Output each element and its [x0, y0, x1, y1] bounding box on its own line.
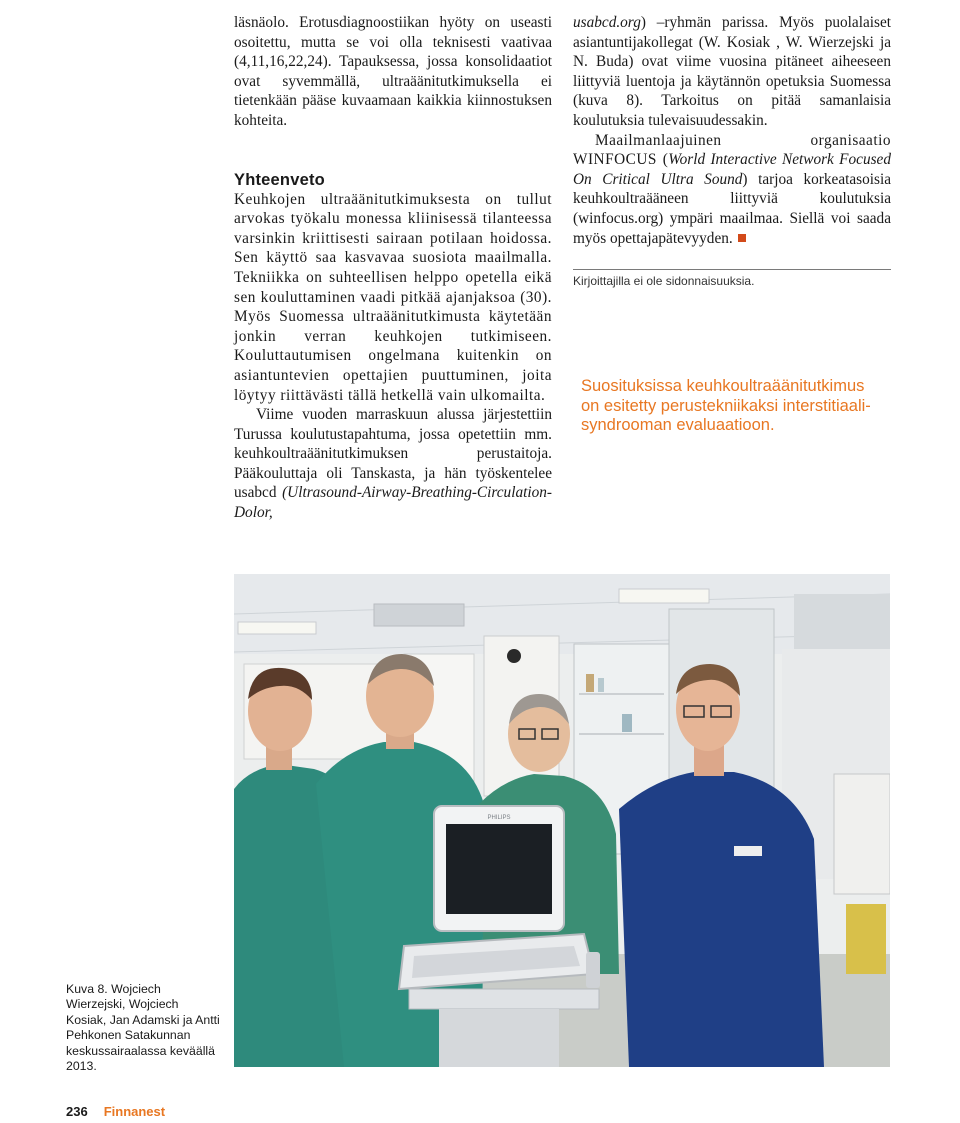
yellow-bin	[846, 904, 886, 974]
summary-heading: Yhteenveto	[234, 170, 325, 189]
group-photo-illustration	[234, 574, 890, 1067]
continuation-paragraph	[573, 13, 891, 131]
article-end-mark	[738, 234, 746, 242]
right-text-column	[573, 13, 891, 248]
ceiling-light-right	[619, 589, 709, 603]
group-photo	[234, 574, 890, 1067]
pull-quote: Suosituksissa keuhkoultraäänitutkimus on esitetty perustekniikaksi interstitiaali-syndrooman evaluaatioon.	[581, 377, 871, 435]
person-4-scrubs	[619, 772, 824, 1067]
winfocus-text-end: ) tarjoa korkeatasoisia keuhkoultraääneen liittyviä koulutuksia (winfocus.org) ympäri maailmaa. Siellä voi saada myös opettajapätevyyden.	[573, 170, 891, 247]
training-text: Viime vuoden marraskuun alussa järjestettiin Turussa koulutustapahtuma, jossa opetettiin mm. keuhkoultraäänitutkimuksen perustaitoja. Pääkouluttaja oli Tanskasta, ja hän työskentelee usabcd	[234, 406, 552, 502]
intro-paragraph: läsnäolo. Erotusdiagnoostiikan hyöty on useasti osoitettu, mutta se voi olla teknisesti vaativaa (4,11,16,22,24). Tapauksessa, jossa konsolidaatiot ovat syvemmällä, ultraäänitutkimuksella ei tietenkään pääse kuvaamaan kaikkia kiinnostuksen kohteita.	[234, 14, 552, 129]
disclosure-note: Kirjoittajilla ei ole sidonnaisuuksia.	[573, 274, 755, 288]
ceiling-light	[238, 622, 316, 634]
name-tag	[734, 846, 762, 856]
winfocus-expansion: World Interactive Network Focused On Critical Ultra Sound	[573, 151, 891, 188]
winfocus-text-start: Maailmanlaajuinen organisaatio WINFOCUS (	[573, 131, 891, 169]
ceiling	[234, 574, 890, 654]
summary-paragraph: Keuhkojen ultraäänitutkimuksesta on tullut arvokas työkalu monessa kliinisessä tilanteessa varsinkin kriittisesti sairaan potilaan hoidossa. Sen käyttö saa kasvavaa suosiota maailmalla. Tekniikka on suhteellisen helppo opetella eikä sen kouluttaminen vaadi pitkää ajanjaksoa (30). Myös Suomessa ultraäänitutkimusta käytetään jonkin verran keuhkojen tutkimiseen. Kouluttautumisen ongelmana kuitenkin on asiantuntevien opettajien puuttuminen, joita löytyy riittävästi tällä hetkellä vain ulkomailta.	[234, 190, 552, 404]
usabcd-link-text: usabcd.org	[573, 14, 641, 31]
wall-clock	[507, 649, 521, 663]
page-footer	[66, 1104, 165, 1119]
ceiling-vent	[374, 604, 464, 626]
training-paragraph	[234, 405, 552, 523]
usabcd-expansion: (Ultrasound-Airway-Breathing-Circulation-Dolor,	[234, 484, 552, 522]
disclosure-rule	[573, 269, 891, 270]
page-number: 236	[66, 1104, 88, 1119]
device-brand-label: PHILIPS	[487, 815, 511, 821]
transducer	[586, 952, 600, 988]
winfocus-paragraph	[573, 131, 891, 249]
ultrasound-screen	[446, 824, 552, 914]
left-text-column	[234, 13, 552, 523]
figure-caption: Kuva 8. Wojciech Wierzejski, Wojciech Kosiak, Jan Adamski ja Antti Pehkonen Satakunnan keskussairaalassa keväällä 2013.	[66, 982, 220, 1074]
continuation-text: ) –ryhmän parissa. Myös puolalaiset asiantuntijakollegat (W. Kosiak , W. Wierzejski ja N. Buda) ovat viime vuosina pitäneet aiheeseen liittyviä luentoja ja käytännön opetuksia Suomessa (kuva 8). Tarkoitus on pitää samanlaisia koulutuksia tulevaisuudessakin.	[573, 14, 891, 129]
journal-name: Finnanest	[103, 1104, 166, 1119]
